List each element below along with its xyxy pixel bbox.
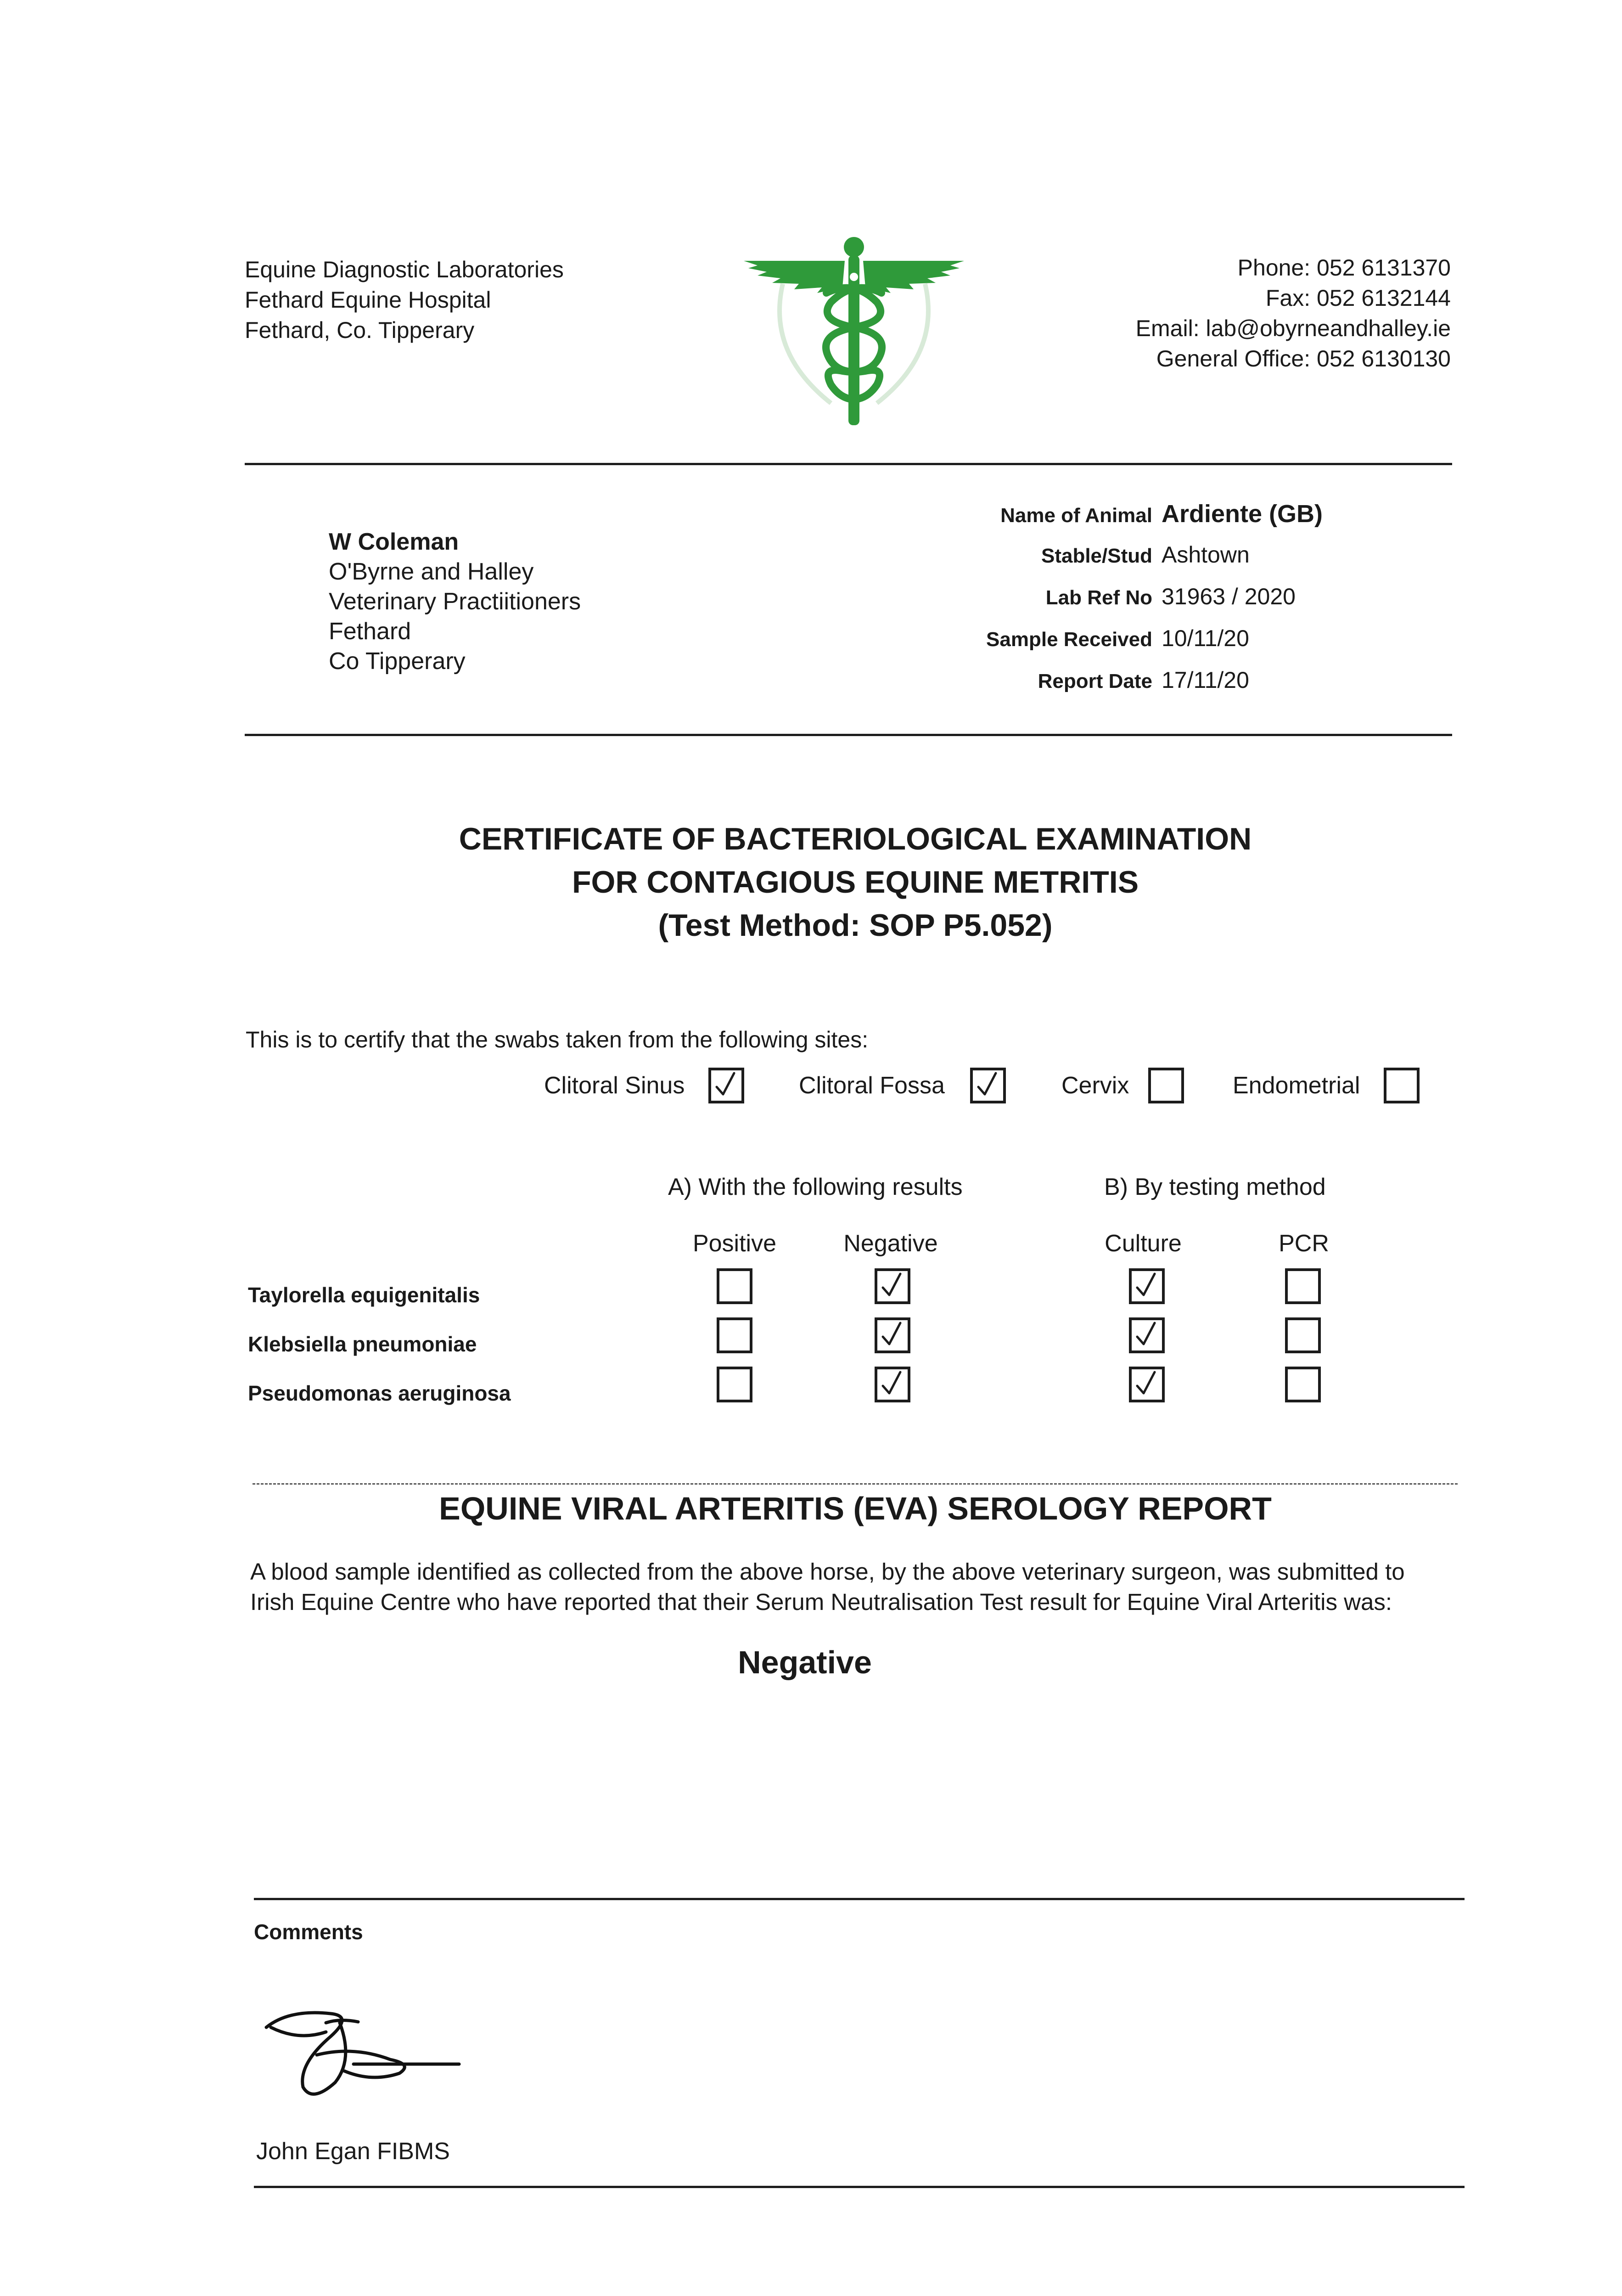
info-row-stable bbox=[932, 541, 1391, 583]
site-checkbox[interactable] bbox=[1148, 1068, 1184, 1103]
addressee-block bbox=[329, 527, 788, 676]
culture-checkbox[interactable] bbox=[1129, 1268, 1165, 1304]
info-row-report-date bbox=[932, 667, 1391, 709]
pcr-checkbox[interactable] bbox=[1285, 1317, 1321, 1353]
eva-result: Negative bbox=[738, 1644, 872, 1680]
positive-checkbox[interactable] bbox=[717, 1367, 752, 1402]
pcr-checkbox[interactable] bbox=[1285, 1367, 1321, 1402]
organism-name: Klebsiella pneumoniae bbox=[248, 1332, 477, 1356]
positive-checkbox[interactable] bbox=[717, 1317, 752, 1353]
info-label: Lab Ref No bbox=[1045, 586, 1152, 609]
col-negative: Negative bbox=[843, 1230, 938, 1257]
info-label: Name of Animal bbox=[1000, 504, 1152, 527]
pcr-checkbox[interactable] bbox=[1285, 1268, 1321, 1304]
site-checkbox[interactable] bbox=[1384, 1068, 1420, 1103]
site-cervix bbox=[1061, 1068, 1184, 1103]
sample-received-value: 10/11/20 bbox=[1162, 625, 1249, 651]
checkmark-icon bbox=[973, 1070, 1003, 1101]
site-label: Endometrial bbox=[1233, 1072, 1360, 1099]
lab-ref-value: 31963 / 2020 bbox=[1162, 584, 1296, 609]
site-label: Clitoral Sinus bbox=[544, 1072, 685, 1099]
stable-value: Ashtown bbox=[1162, 542, 1250, 568]
culture-checkbox[interactable] bbox=[1129, 1317, 1165, 1353]
info-row-animal-name bbox=[932, 500, 1391, 541]
info-divider bbox=[245, 734, 1452, 736]
site-label: Clitoral Fossa bbox=[799, 1072, 945, 1099]
addressee-name: W Coleman bbox=[329, 529, 459, 555]
negative-checkbox[interactable] bbox=[875, 1268, 910, 1304]
negative-checkbox[interactable] bbox=[875, 1317, 910, 1353]
col-culture: Culture bbox=[1105, 1230, 1182, 1257]
animal-name-value: Ardiente (GB) bbox=[1162, 500, 1323, 528]
lab-email: Email: lab@obyrneandhalley.ie bbox=[1135, 315, 1451, 341]
addressee-line: Veterinary Practiitioners bbox=[329, 588, 581, 615]
footer-divider bbox=[254, 2186, 1465, 2188]
signature bbox=[262, 1995, 464, 2105]
title-line: CERTIFICATE OF BACTERIOLOGICAL EXAMINATION bbox=[459, 822, 1252, 856]
animal-info bbox=[932, 500, 1391, 709]
info-label: Report Date bbox=[1038, 670, 1152, 692]
eva-text-line: Irish Equine Centre who have reported that their Serum Neutralisation Test result for Equine Viral Arteritis was: bbox=[250, 1589, 1392, 1615]
report-date-value: 17/11/20 bbox=[1162, 667, 1249, 693]
addressee-line: Fethard bbox=[329, 618, 411, 645]
site-label: Cervix bbox=[1061, 1072, 1129, 1099]
checkmark-icon bbox=[1132, 1271, 1162, 1301]
site-checkbox[interactable] bbox=[708, 1068, 744, 1103]
title-line: FOR CONTAGIOUS EQUINE METRITIS bbox=[572, 865, 1139, 900]
lab-address bbox=[245, 254, 658, 345]
checkmark-icon bbox=[1132, 1320, 1162, 1351]
info-label: Stable/Stud bbox=[1041, 545, 1152, 567]
site-endometrial bbox=[1233, 1068, 1420, 1103]
header-divider bbox=[245, 463, 1452, 465]
lab-general-office: General Office: 052 6130130 bbox=[1156, 346, 1451, 371]
section-divider bbox=[253, 1483, 1458, 1485]
addressee-line: Co Tipperary bbox=[329, 648, 466, 675]
organism-name: Pseudomonas aeruginosa bbox=[248, 1381, 511, 1405]
lab-address-line: Equine Diagnostic Laboratories bbox=[245, 257, 564, 282]
organism-name: Taylorella equigenitalis bbox=[248, 1283, 480, 1307]
results-header: A) With the following results bbox=[668, 1174, 963, 1200]
positive-checkbox[interactable] bbox=[717, 1268, 752, 1304]
col-positive: Positive bbox=[692, 1230, 777, 1257]
eva-text bbox=[250, 1557, 1490, 1617]
certificate-title bbox=[245, 817, 1466, 947]
site-clitoral-fossa bbox=[799, 1068, 1006, 1103]
lab-phone: Phone: 052 6131370 bbox=[1237, 255, 1451, 281]
signatory-name: John Egan FIBMS bbox=[256, 2138, 450, 2165]
checkmark-icon bbox=[1132, 1369, 1162, 1400]
negative-checkbox[interactable] bbox=[875, 1367, 910, 1402]
col-pcr: PCR bbox=[1279, 1230, 1329, 1257]
lab-address-line: Fethard Equine Hospital bbox=[245, 287, 491, 313]
checkmark-icon bbox=[877, 1271, 908, 1301]
comments-label: Comments bbox=[254, 1920, 363, 1944]
info-label: Sample Received bbox=[986, 628, 1152, 651]
lab-fax: Fax: 052 6132144 bbox=[1265, 285, 1451, 311]
info-row-sample-received bbox=[932, 625, 1391, 667]
title-line: (Test Method: SOP P5.052) bbox=[658, 908, 1053, 943]
checkmark-icon bbox=[877, 1320, 908, 1351]
info-row-lab-ref bbox=[932, 583, 1391, 625]
site-checkbox[interactable] bbox=[970, 1068, 1006, 1103]
certify-text: This is to certify that the swabs taken from the following sites: bbox=[246, 1027, 869, 1052]
checkmark-icon bbox=[711, 1070, 741, 1101]
culture-checkbox[interactable] bbox=[1129, 1367, 1165, 1402]
lab-contact bbox=[1056, 253, 1451, 374]
caduceus-icon bbox=[739, 233, 969, 435]
method-header: B) By testing method bbox=[1104, 1174, 1326, 1200]
comments-divider bbox=[254, 1898, 1465, 1900]
lab-address-line: Fethard, Co. Tipperary bbox=[245, 317, 475, 343]
eva-title: EQUINE VIRAL ARTERITIS (EVA) SEROLOGY REPORT bbox=[439, 1491, 1272, 1526]
site-clitoral-sinus bbox=[544, 1068, 744, 1103]
addressee-line: O'Byrne and Halley bbox=[329, 558, 534, 585]
checkmark-icon bbox=[877, 1369, 908, 1400]
eva-text-line: A blood sample identified as collected from the above horse, by the above veterinary surgeon, was submitted to bbox=[250, 1559, 1405, 1585]
